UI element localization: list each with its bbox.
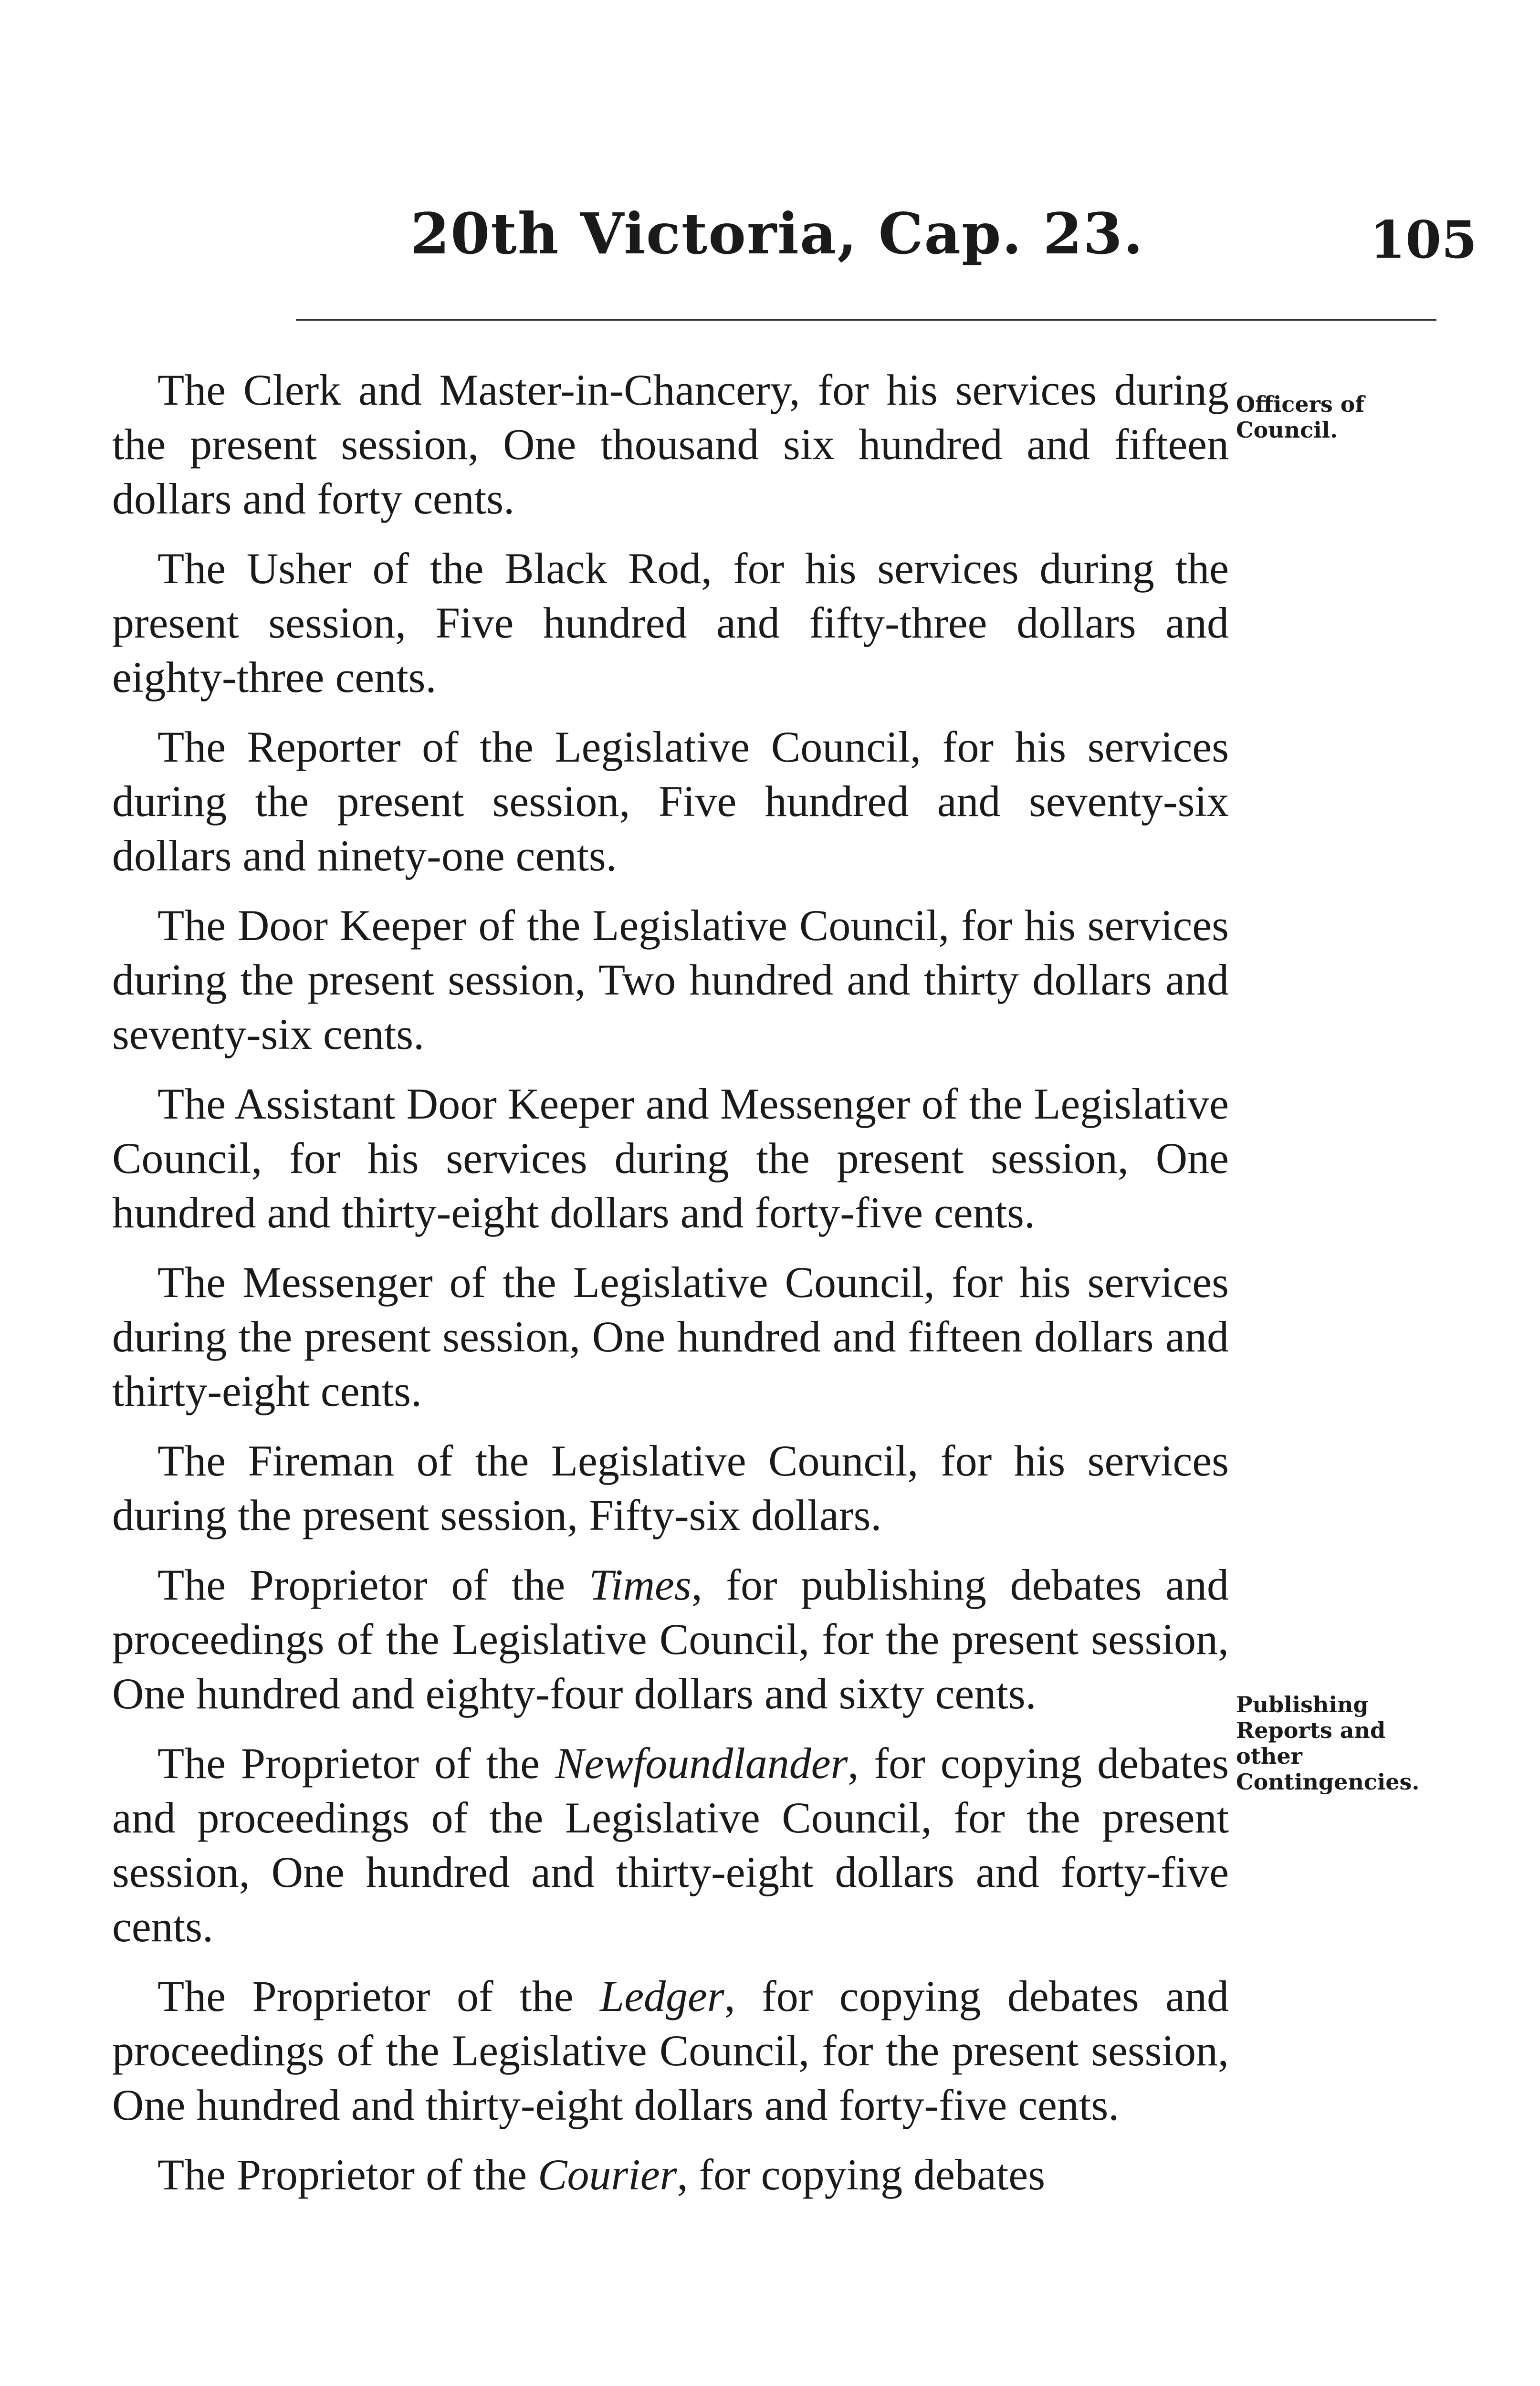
paragraph-text: , for copying debates and proceedings of the Legislative Council, for the present session, One hundred and thirty-eight dollars and forty-five cents. bbox=[112, 1972, 1229, 2129]
paragraph-reporter bbox=[112, 720, 1229, 883]
paragraph-text: , for publishing debates and proceedings of the Legislative Council, for the present session, One hundred and eighty-four dollars and sixty cents. bbox=[112, 1560, 1229, 1718]
paragraph-clerk bbox=[112, 363, 1229, 526]
paragraph-courier bbox=[112, 2147, 1229, 2202]
paragraph-messenger bbox=[112, 1255, 1229, 1418]
paragraph-times bbox=[112, 1558, 1229, 1721]
paragraph-fireman bbox=[112, 1434, 1229, 1542]
paragraph-text: The Fireman of the Legislative Council, for his services during the present session, Fifty-six dollars. bbox=[112, 1436, 1229, 1539]
paragraph-text: The Proprietor of the bbox=[157, 2150, 538, 2199]
page-number: 105 bbox=[1370, 210, 1477, 270]
paragraph-text: , for copying debates and proceedings of the Legislative Council, for the present session, One hundred and thirty-eight dollars and forty-five cents. bbox=[112, 1739, 1229, 1951]
paragraph-text: The Door Keeper of the Legislative Council, for his services during the present session, Two hundred and thirty dollars and seventy-six cents. bbox=[112, 901, 1229, 1058]
margin-note-officers: Officers of Council. bbox=[1236, 391, 1365, 443]
paragraph-text: The Proprietor of the bbox=[157, 1972, 600, 2020]
header-rule bbox=[296, 319, 1436, 321]
paragraph-usher bbox=[112, 541, 1229, 704]
paragraph-ledger bbox=[112, 1969, 1229, 2132]
newspaper-title: Times bbox=[588, 1560, 691, 1609]
paragraph-door-keeper bbox=[112, 898, 1229, 1061]
paragraph-text: The Proprietor of the bbox=[157, 1560, 589, 1609]
newspaper-title: Courier bbox=[538, 2150, 677, 2199]
paragraph-text: The Usher of the Black Rod, for his services during the present session, Five hundred and fifty-three dollars and eighty-three cents. bbox=[112, 544, 1229, 701]
paragraph-newfoundlander bbox=[112, 1736, 1229, 1954]
paragraph-text: The Messenger of the Legislative Council, for his services during the present session, One hundred and fifteen dollars and thirty-eight cents. bbox=[112, 1258, 1229, 1415]
paragraph-text: , for copying debates bbox=[677, 2150, 1046, 2199]
paragraph-text: The Reporter of the Legislative Council, for his services during the present session, Five hundred and seventy-six dollars and ninety-one cents. bbox=[112, 722, 1229, 880]
newspaper-title: Newfoundlander bbox=[555, 1739, 848, 1788]
paragraph-assistant-door-keeper bbox=[112, 1077, 1229, 1240]
body-text bbox=[112, 363, 1229, 2217]
running-head-title: 20th Victoria, Cap. 23. bbox=[410, 200, 1144, 267]
paragraph-text: The Assistant Door Keeper and Messenger of the Legislative Council, for his services during the present session, One hundred and thirty-eight dollars and forty-five cents. bbox=[112, 1079, 1229, 1237]
newspaper-title: Ledger bbox=[600, 1972, 724, 2020]
paragraph-text: The Proprietor of the bbox=[157, 1739, 555, 1788]
paragraph-text: The Clerk and Master-in-Chancery, for his services during the present session, One thousand six hundred and fifteen dollars and forty cents. bbox=[112, 366, 1229, 523]
margin-note-publishing: Publishing Reports and other Contingencies. bbox=[1236, 1692, 1420, 1795]
